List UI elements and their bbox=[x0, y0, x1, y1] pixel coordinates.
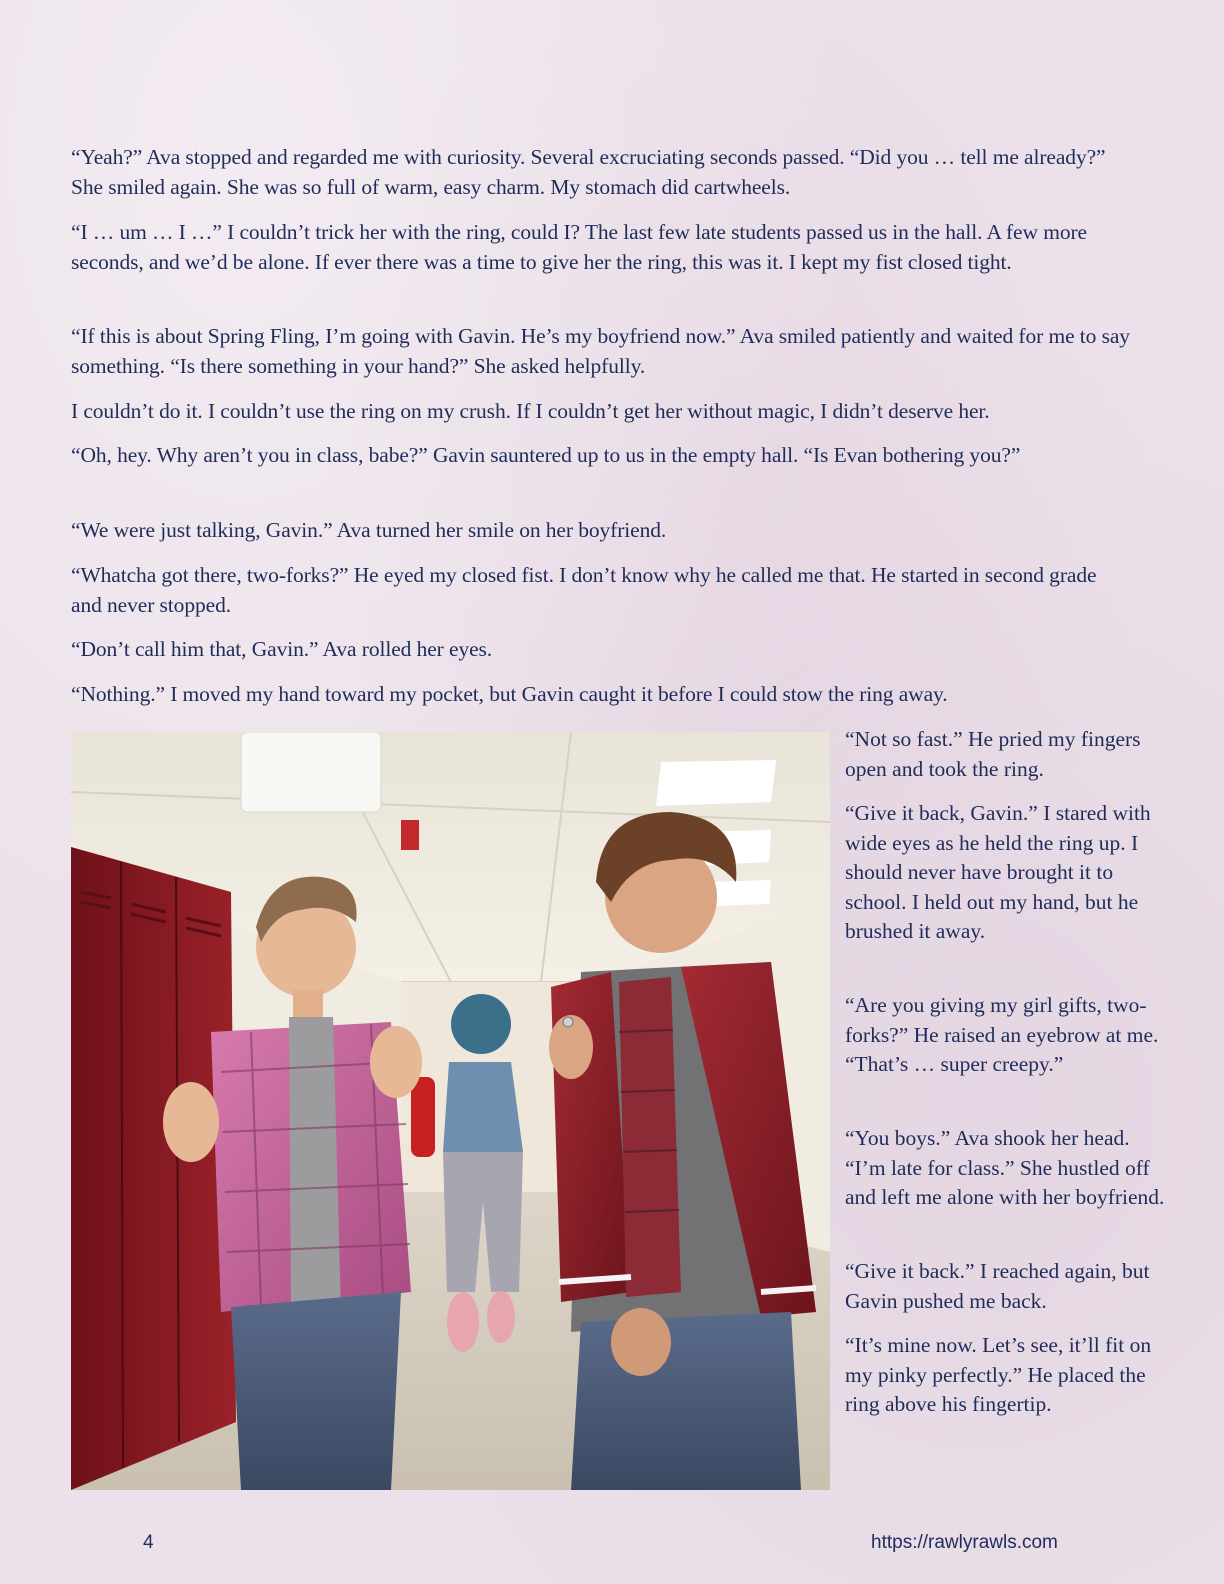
footer-url-link[interactable]: https://rawlyrawls.com bbox=[871, 1532, 1058, 1553]
side-paragraph: “Are you giving my girl gifts, two-forks?” He raised an eyebrow at me. “That’s … super creepy.” bbox=[845, 993, 1159, 1076]
paragraph: “Oh, hey. Why aren’t you in class, babe?” Gavin sauntered up to us in the empty hall. “Is Evan bothering you?” bbox=[71, 443, 1021, 467]
paragraph: “We were just talking, Gavin.” Ava turned her smile on her boyfriend. bbox=[71, 518, 667, 542]
paragraph: “If this is about Spring Fling, I’m going with Gavin. He’s my boyfriend now.” Ava smiled patiently and waited for me to say something. “Is there something in your hand?” She asked helpfully. bbox=[71, 324, 1130, 378]
page-number: 4 bbox=[143, 1532, 154, 1553]
paragraph: “Whatcha got there, two-forks?” He eyed my closed fist. I don’t know why he called me that. He started in second grade and never stopped. bbox=[71, 563, 1097, 617]
side-paragraph: “Give it back.” I reached again, but Gavin pushed me back. bbox=[845, 1259, 1150, 1313]
school-hallway-illustration-icon bbox=[71, 732, 830, 1490]
paragraph: “Nothing.” I moved my hand toward my pocket, but Gavin caught it before I could stow the ring away. bbox=[71, 682, 948, 706]
paragraph: “Yeah?” Ava stopped and regarded me with curiosity. Several excruciating seconds passed. “Did you … tell me already?” She smiled again. She was so full of warm, easy charm. My stomach did cartwheels. bbox=[71, 145, 1106, 199]
side-paragraph: “You boys.” Ava shook her head. “I’m late for class.” She hustled off and left me alone with her boyfriend. bbox=[845, 1126, 1165, 1209]
side-paragraph: “It’s mine now. Let’s see, it’ll fit on my pinky perfectly.” He placed the ring above his fingertip. bbox=[845, 1333, 1152, 1416]
hallway-illustration bbox=[71, 732, 830, 1490]
side-paragraph: “Give it back, Gavin.” I stared with wide eyes as he held the ring up. I should never have brought it to school. I held out my hand, but he brushed it away. bbox=[845, 801, 1151, 943]
side-paragraph: “Not so fast.” He pried my fingers open and took the ring. bbox=[845, 727, 1141, 781]
paragraph: I couldn’t do it. I couldn’t use the ring on my crush. If I couldn’t get her without magic, I didn’t deserve her. bbox=[71, 399, 990, 423]
paragraph: “I … um … I …” I couldn’t trick her with the ring, could I? The last few late students passed us in the hall. A few more seconds, and we’d be alone. If ever there was a time to give her the ring, this was it. I kept my fist closed tight. bbox=[71, 220, 1087, 274]
paragraph: “Don’t call him that, Gavin.” Ava rolled her eyes. bbox=[71, 637, 493, 661]
